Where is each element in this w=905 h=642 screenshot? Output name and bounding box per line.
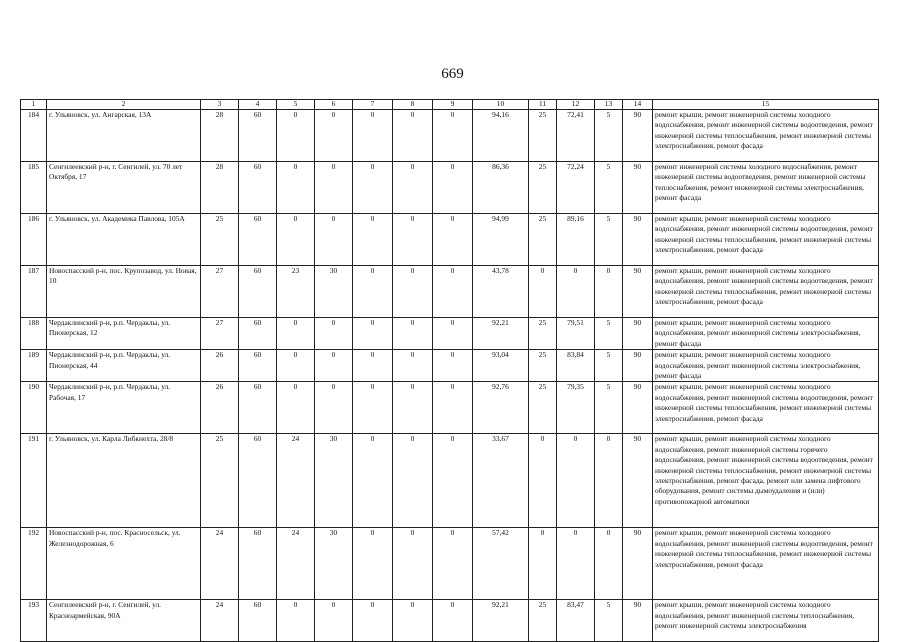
table-cell: 25 [529, 214, 557, 266]
table-cell: 0 [557, 434, 595, 528]
table-cell: 0 [315, 350, 353, 382]
address-cell: Чердаклинский р-н, р.п. Чердаклы, ул. Рабочая, 17 [47, 382, 201, 434]
works-cell: ремонт крыши, ремонт инженерной системы холодного водоснабжения, ремонт инженерной системы водоотведения, ремонт инженерной системы теплоснабжения, ремонт инженерной системы электроснабжения, ремонт фасада [653, 110, 879, 162]
column-header: 8 [393, 100, 433, 110]
table-cell: 0 [393, 214, 433, 266]
table-cell: 25 [201, 214, 239, 266]
table-cell: 0 [433, 110, 473, 162]
table-cell: 5 [595, 110, 623, 162]
table-cell: 0 [315, 318, 353, 350]
table-cell: 60 [239, 600, 277, 642]
table-row [21, 528, 879, 600]
table-cell: 0 [433, 528, 473, 600]
works-cell: ремонт крыши, ремонт инженерной системы холодного водоснабжения, ремонт инженерной системы электроснабжения, ремонт фасада [653, 350, 879, 382]
table-cell: 25 [529, 110, 557, 162]
works-cell: ремонт крыши, ремонт инженерной системы холодного водоснабжения, ремонт инженерной системы водоотведения, ремонт инженерной системы теплоснабжения, ремонт инженерной системы электроснабжения, ремонт фасада [653, 382, 879, 434]
table-cell: 0 [393, 600, 433, 642]
table-cell: 0 [353, 528, 393, 600]
table-cell: 0 [315, 600, 353, 642]
table-cell: 5 [595, 162, 623, 214]
address-cell: Чердаклинский р-н, р.п. Чердаклы, ул. Пионерская, 12 [47, 318, 201, 350]
table-cell: 5 [595, 600, 623, 642]
table-cell: 24 [201, 600, 239, 642]
table-cell: 25 [529, 318, 557, 350]
table-cell: 27 [201, 266, 239, 318]
table-cell: 5 [595, 382, 623, 434]
table-cell: 0 [277, 600, 315, 642]
column-header: 14 [623, 100, 653, 110]
row-number-cell: 191 [21, 434, 47, 528]
table-cell: 93,04 [473, 350, 529, 382]
table-cell: 0 [393, 350, 433, 382]
table-cell: 0 [595, 528, 623, 600]
table-cell: 60 [239, 266, 277, 318]
row-number-cell: 192 [21, 528, 47, 600]
table-cell: 94,99 [473, 214, 529, 266]
column-header: 2 [47, 100, 201, 110]
works-cell: ремонт крыши, ремонт инженерной системы холодного водоснабжения, ремонт инженерной системы водоотведения, ремонт инженерной системы теплоснабжения, ремонт инженерной системы электроснабжения, ремонт фасада [653, 528, 879, 600]
address-cell: г. Ульяновск, ул. Ангарская, 13А [47, 110, 201, 162]
table-cell: 30 [315, 434, 353, 528]
table-cell: 0 [393, 266, 433, 318]
table-cell: 90 [623, 162, 653, 214]
table-cell: 60 [239, 214, 277, 266]
table-cell: 0 [393, 528, 433, 600]
table-cell: 0 [353, 600, 393, 642]
header-row [21, 100, 879, 110]
table-cell: 0 [557, 266, 595, 318]
table-cell: 0 [433, 600, 473, 642]
table-cell: 25 [529, 382, 557, 434]
column-header: 6 [315, 100, 353, 110]
table-cell: 0 [393, 318, 433, 350]
table-cell: 28 [201, 162, 239, 214]
table-cell: 0 [277, 350, 315, 382]
table-row [21, 162, 879, 214]
table-cell: 25 [529, 600, 557, 642]
row-number-cell: 186 [21, 214, 47, 266]
table-cell: 72,41 [557, 110, 595, 162]
table-cell: 90 [623, 266, 653, 318]
table-cell: 60 [239, 528, 277, 600]
table-cell: 24 [277, 434, 315, 528]
table-cell: 24 [277, 528, 315, 600]
table-cell: 89,16 [557, 214, 595, 266]
table-cell: 33,67 [473, 434, 529, 528]
table-cell: 0 [353, 214, 393, 266]
works-cell: ремонт крыши, ремонт инженерной системы холодного водоснабжения, ремонт инженерной системы водоотведения, ремонт инженерной системы теплоснабжения, ремонт инженерной системы электроснабжения, ремонт фасада [653, 214, 879, 266]
address-cell: Сенгилеевский р-н, г. Сенгилей, ул. Красноармейская, 90А [47, 600, 201, 642]
table-cell: 90 [623, 110, 653, 162]
table-cell: 90 [623, 600, 653, 642]
table-cell: 0 [277, 162, 315, 214]
table-cell: 0 [277, 214, 315, 266]
table-cell: 90 [623, 318, 653, 350]
table-cell: 86,36 [473, 162, 529, 214]
table-row [21, 318, 879, 350]
table-cell: 92,21 [473, 600, 529, 642]
page-number: 669 [441, 66, 464, 82]
address-cell: Новоспасский р-н, пос. Крупозавод, ул. Новая, 10 [47, 266, 201, 318]
address-cell: Новоспасский р-н, пос. Красносельск, ул. Железнодорожная, 6 [47, 528, 201, 600]
works-cell: ремонт крыши, ремонт инженерной системы холодного водоснабжения, ремонт инженерной системы горячего водоснабжения, ремонт инженерной системы водоотведения, ремонт инженерной системы теплоснабжения, ремонт инженерной системы электроснабжения, ремонт фасада, ремонт или замена лифтового оборудования, ремонт системы дымоудаления и (или) противопожарной автоматики [653, 434, 879, 528]
table-cell: 0 [353, 434, 393, 528]
table-cell: 0 [529, 528, 557, 600]
table-row [21, 214, 879, 266]
table-cell: 72,24 [557, 162, 595, 214]
table-cell: 0 [433, 162, 473, 214]
table-cell: 83,84 [557, 350, 595, 382]
column-header: 4 [239, 100, 277, 110]
table-cell: 60 [239, 350, 277, 382]
table-cell: 30 [315, 528, 353, 600]
row-number-cell: 188 [21, 318, 47, 350]
table-cell: 0 [433, 350, 473, 382]
table-cell: 90 [623, 382, 653, 434]
works-cell: ремонт крыши, ремонт инженерной системы холодного водоснабжения, ремонт инженерной системы водоотведения, ремонт инженерной системы теплоснабжения, ремонт инженерной системы электроснабжения, ремонт фасада [653, 266, 879, 318]
works-cell: ремонт крыши, ремонт инженерной системы холодного водоснабжения, ремонт инженерной системы электроснабжения, ремонт фасада [653, 318, 879, 350]
column-header: 9 [433, 100, 473, 110]
table-row [21, 110, 879, 162]
address-cell: г. Ульяновск, ул. Карла Либкнехта, 28/8 [47, 434, 201, 528]
table-cell: 26 [201, 350, 239, 382]
table-cell: 25 [529, 350, 557, 382]
table-cell: 0 [529, 434, 557, 528]
column-header: 11 [529, 100, 557, 110]
table-row [21, 382, 879, 434]
table-cell: 0 [353, 110, 393, 162]
table-cell: 90 [623, 528, 653, 600]
table-cell: 0 [433, 266, 473, 318]
table-cell: 27 [201, 318, 239, 350]
table-row [21, 600, 879, 642]
address-cell: Чердаклинский р-н, р.п. Чердаклы, ул. Пионерская, 44 [47, 350, 201, 382]
row-number-cell: 190 [21, 382, 47, 434]
table-cell: 83,47 [557, 600, 595, 642]
table-cell: 43,78 [473, 266, 529, 318]
table-cell: 60 [239, 162, 277, 214]
table-cell: 60 [239, 110, 277, 162]
table-cell: 0 [277, 110, 315, 162]
table-cell: 5 [595, 214, 623, 266]
table-cell: 57,42 [473, 528, 529, 600]
table-cell: 0 [353, 162, 393, 214]
table-row [21, 350, 879, 382]
table-cell: 0 [393, 162, 433, 214]
table-cell: 0 [277, 318, 315, 350]
table-cell: 60 [239, 434, 277, 528]
table-cell: 0 [353, 318, 393, 350]
table-cell: 0 [315, 110, 353, 162]
table-cell: 0 [353, 382, 393, 434]
table-cell: 0 [393, 110, 433, 162]
table-cell: 0 [315, 162, 353, 214]
table-cell: 30 [315, 266, 353, 318]
table-row [21, 266, 879, 318]
column-header: 7 [353, 100, 393, 110]
column-header: 5 [277, 100, 315, 110]
table-cell: 60 [239, 382, 277, 434]
row-number-cell: 187 [21, 266, 47, 318]
table-cell: 92,76 [473, 382, 529, 434]
column-header: 3 [201, 100, 239, 110]
table-cell: 0 [315, 214, 353, 266]
table-cell: 0 [277, 382, 315, 434]
table-cell: 0 [595, 266, 623, 318]
table-cell: 92,21 [473, 318, 529, 350]
table-cell: 0 [393, 434, 433, 528]
table-cell: 0 [393, 382, 433, 434]
table-cell: 0 [433, 382, 473, 434]
table-cell: 0 [557, 528, 595, 600]
row-number-cell: 184 [21, 110, 47, 162]
table-cell: 0 [433, 434, 473, 528]
table-cell: 90 [623, 434, 653, 528]
table-cell: 5 [595, 318, 623, 350]
table-cell: 0 [595, 434, 623, 528]
table-cell: 79,35 [557, 382, 595, 434]
table-cell: 0 [433, 318, 473, 350]
row-number-cell: 185 [21, 162, 47, 214]
table-cell: 0 [315, 382, 353, 434]
table-cell: 0 [353, 350, 393, 382]
table-cell: 94,16 [473, 110, 529, 162]
table-cell: 60 [239, 318, 277, 350]
table-cell: 28 [201, 110, 239, 162]
address-cell: г. Ульяновск, ул. Академика Павлова, 105А [47, 214, 201, 266]
table-cell: 5 [595, 350, 623, 382]
column-header: 15 [653, 100, 879, 110]
address-cell: Сенгилеевский р-н, г. Сенгилей, ул. 70 лет Октября, 17 [47, 162, 201, 214]
table-cell: 79,51 [557, 318, 595, 350]
column-header: 12 [557, 100, 595, 110]
row-number-cell: 193 [21, 600, 47, 642]
table-cell: 0 [433, 214, 473, 266]
works-cell: ремонт крыши, ремонт инженерной системы холодного водоснабжения, ремонт инженерной системы теплоснабжения, ремонт инженерной системы электроснабжения [653, 600, 879, 642]
table-cell: 90 [623, 214, 653, 266]
table-row [21, 434, 879, 528]
table-cell: 24 [201, 528, 239, 600]
table-cell: 90 [623, 350, 653, 382]
column-header: 13 [595, 100, 623, 110]
works-cell: ремонт инженерной системы холодного водоснабжения, ремонт инженерной системы водоотведения, ремонт инженерной системы теплоснабжения, ремонт инженерной системы электроснабжения, ремонт фасада [653, 162, 879, 214]
repair-program-table [20, 99, 879, 642]
table-cell: 23 [277, 266, 315, 318]
row-number-cell: 189 [21, 350, 47, 382]
table-cell: 25 [201, 434, 239, 528]
table-cell: 0 [353, 266, 393, 318]
column-header: 10 [473, 100, 529, 110]
column-header: 1 [21, 100, 47, 110]
table-cell: 26 [201, 382, 239, 434]
table-cell: 25 [529, 162, 557, 214]
table-cell: 0 [529, 266, 557, 318]
